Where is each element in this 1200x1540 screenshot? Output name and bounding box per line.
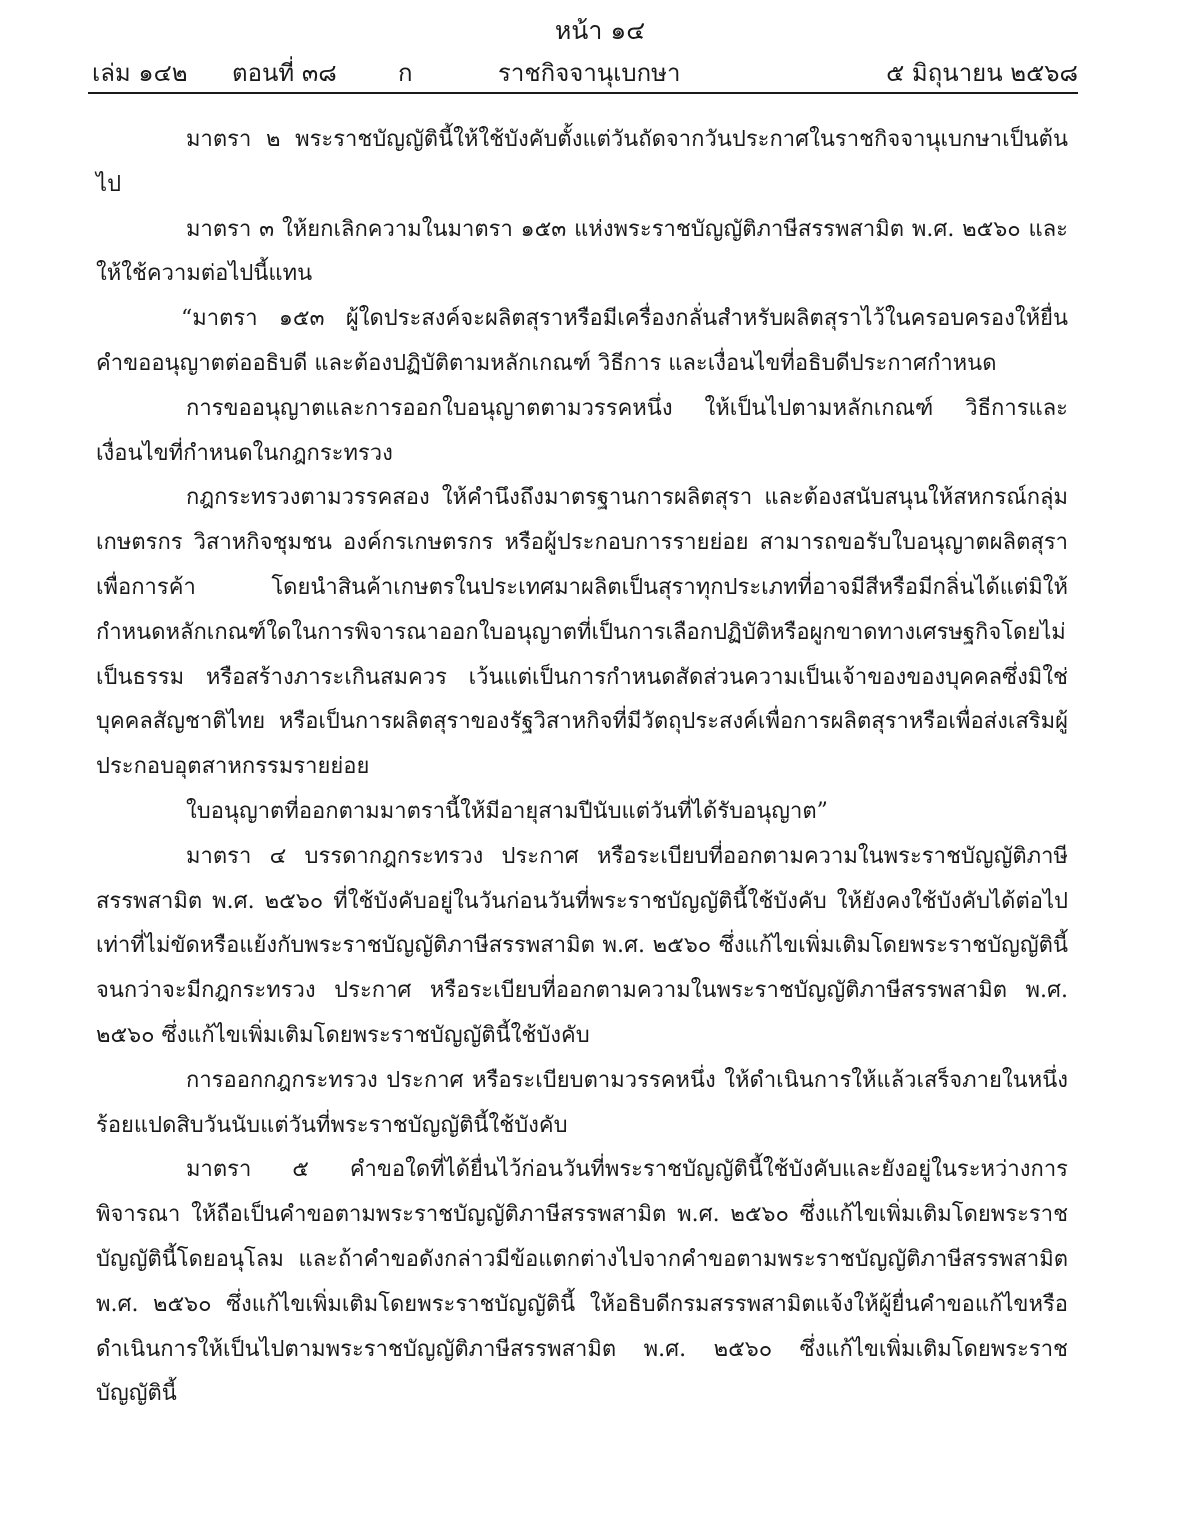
paragraph-section-4-clause-2: การออกกฎกระทรวง ประกาศ หรือระเบียบตามวรรคหนึ่ง ให้ดำเนินการให้แล้วเสร็จภายในหนึ่งร้อยแปดสิบวันนับแต่วันที่พระราชบัญญัตินี้ใช้บังคับ [96,1067,1068,1138]
paragraph-section-4: มาตรา ๔ บรรดากฎกระทรวง ประกาศ หรือระเบียบที่ออกตามความในพระราชบัญญัติภาษีสรรพสามิต พ.ศ. ๒๕๖๐ ที่ใช้บังคับอยู่ในวันก่อนวันที่พระราชบัญญัตินี้ใช้บังคับ ให้ยังคงใช้บังคับได้ต่อไปเท่าที่ไม่ขัดหรือแย้งกับพระราชบัญญัติภาษีสรรพสามิต พ.ศ. ๒๕๖๐ ซึ่งแก้ไขเพิ่มเติมโดยพระราชบัญญัตินี้ จนกว่าจะมีกฎกระทรวง ประกาศ หรือระเบียบที่ออกตามความในพระราชบัญญัติภาษีสรรพสามิต พ.ศ. ๒๕๖๐ ซึ่งแก้ไขเพิ่มเติมโดยพระราชบัญญัตินี้ใช้บังคับ [96,843,1068,1048]
header-volume: เล่ม ๑๔๒ [92,59,188,87]
page-number: หน้า ๑๔ [554,16,646,45]
document-body [96,118,1068,1417]
header-issue: ตอนที่ ๓๘ [232,59,337,87]
paragraph-section-3: มาตรา ๓ ให้ยกเลิกความในมาตรา ๑๕๓ แห่งพระราชบัญญัติภาษีสรรพสามิต พ.ศ. ๒๕๖๐ และให้ใช้ความต่อไปนี้แทน [96,216,1068,287]
header-divider [88,92,1078,94]
header-section: ก [398,59,413,87]
paragraph-section-2: มาตรา ๒ พระราชบัญญัตินี้ให้ใช้บังคับตั้งแต่วันถัดจากวันประกาศในราชกิจจานุเบกษาเป็นต้นไป [96,127,1068,197]
paragraph-section-153-clause-2: การขออนุญาตและการออกใบอนุญาตตามวรรคหนึ่ง ให้เป็นไปตามหลักเกณฑ์ วิธีการและเงื่อนไขที่กำหนดในกฎกระทรวง [96,395,1068,466]
header-date: ๕ มิถุนายน ๒๕๖๘ [886,59,1078,87]
gazette-header [92,56,1078,90]
paragraph-section-153-clause-3: กฎกระทรวงตามวรรคสอง ให้คำนึงถึงมาตรฐานการผลิตสุรา และต้องสนับสนุนให้สหกรณ์กลุ่มเกษตรกร วิสาหกิจชุมชน องค์กรเกษตรกร หรือผู้ประกอบการรายย่อย สามารถขอรับใบอนุญาตผลิตสุราเพื่อการค้า โดยนำสินค้าเกษตรในประเทศมาผลิตเป็นสุราทุกประเภทที่อาจมีสีหรือมีกลิ่นได้แต่มิให้กำหนดหลักเกณฑ์ใดในการพิจารณาออกใบอนุญาตที่เป็นการเลือกปฏิบัติหรือผูกขาดทางเศรษฐกิจโดยไม่เป็นธรรม หรือสร้างภาระเกินสมควร เว้นแต่เป็นการกำหนดสัดส่วนความเป็นเจ้าของของบุคคลซึ่งมิใช่บุคคลสัญชาติไทย หรือเป็นการผลิตสุราของรัฐวิสาหกิจที่มีวัตถุประสงค์เพื่อการผลิตสุราหรือเพื่อส่งเสริมผู้ประกอบอุตสาหกรรมรายย่อย [96,485,1068,780]
paragraph-section-153: “มาตรา ๑๕๓ ผู้ใดประสงค์จะผลิตสุราหรือมีเครื่องกลั่นสำหรับผลิตสุราไว้ในครอบครองให้ยื่นคำขออนุญาตต่ออธิบดี และต้องปฏิบัติตามหลักเกณฑ์ วิธีการ และเงื่อนไขที่อธิบดีประกาศกำหนด [96,306,1068,376]
paragraph-section-5: มาตรา ๕ คำขอใดที่ได้ยื่นไว้ก่อนวันที่พระราชบัญญัตินี้ใช้บังคับและยังอยู่ในระหว่างการพิจารณา ให้ถือเป็นคำขอตามพระราชบัญญัติภาษีสรรพสามิต พ.ศ. ๒๕๖๐ ซึ่งแก้ไขเพิ่มเติมโดยพระราชบัญญัตินี้โดยอนุโลม และถ้าคำขอดังกล่าวมีข้อแตกต่างไปจากคำขอตามพระราชบัญญัติภาษีสรรพสามิต พ.ศ. ๒๕๖๐ ซึ่งแก้ไขเพิ่มเติมโดยพระราชบัญญัตินี้ ให้อธิบดีกรมสรรพสามิตแจ้งให้ผู้ยื่นคำขอแก้ไขหรือดำเนินการให้เป็นไปตามพระราชบัญญัติภาษีสรรพสามิต พ.ศ. ๒๕๖๐ ซึ่งแก้ไขเพิ่มเติมโดยพระราชบัญญัตินี้ [96,1157,1068,1407]
header-gazette-name: ราชกิจจานุเบกษา [498,59,681,87]
paragraph-section-153-clause-4: ใบอนุญาตที่ออกตามมาตรานี้ให้มีอายุสามปีนับแต่วันที่ได้รับอนุญาต” [186,798,828,824]
